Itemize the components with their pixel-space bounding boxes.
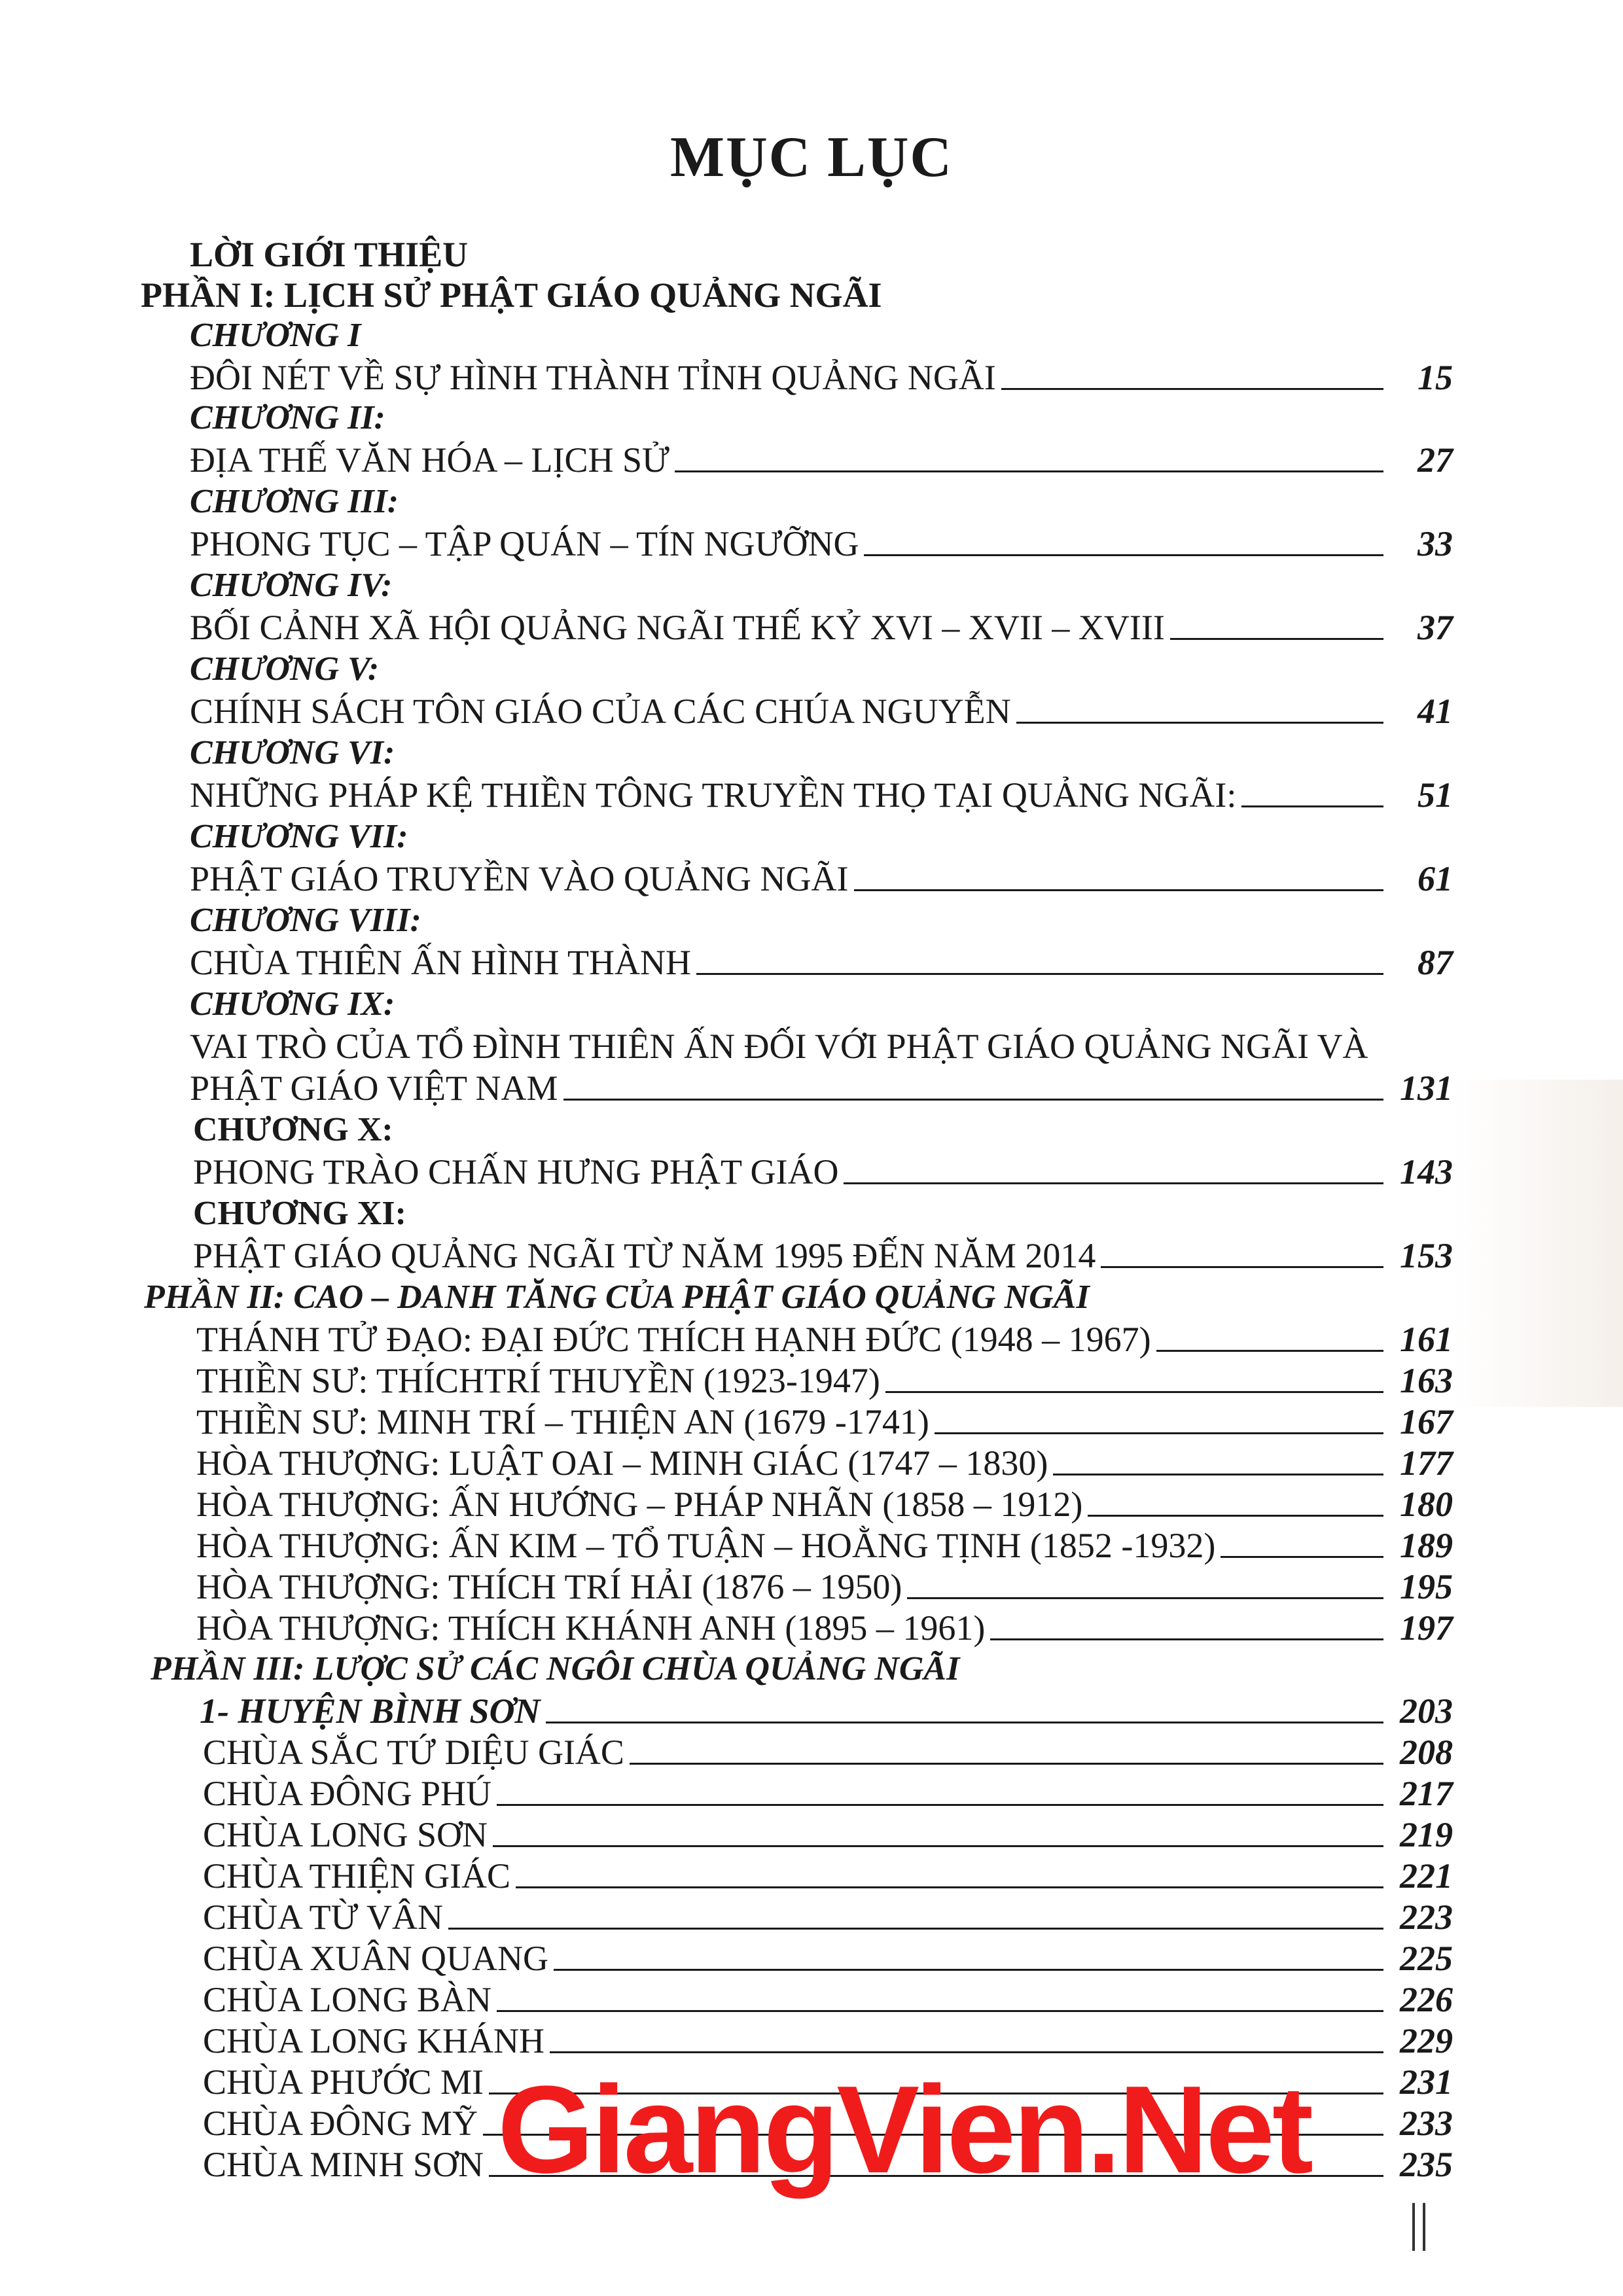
toc-entry bbox=[200, 1691, 1453, 1731]
leader-line bbox=[1001, 388, 1383, 390]
chapter-label: CHƯƠNG VII: bbox=[190, 818, 408, 855]
toc-entry-title: HÒA THƯỢNG: LUẬT OAI – MINH GIÁC (1747 – 1830) bbox=[196, 1443, 1048, 1483]
toc-entry-page: 41 bbox=[1418, 692, 1453, 731]
leader-line bbox=[907, 1597, 1383, 1599]
toc-entry bbox=[196, 1484, 1453, 1525]
toc-entry-title: CHÙA TỪ VÂN bbox=[203, 1898, 443, 1937]
toc-entry-title: CHÙA SẮC TỨ DIỆU GIÁC bbox=[203, 1733, 624, 1772]
leader-line bbox=[497, 1804, 1383, 1806]
leader-line bbox=[844, 1182, 1383, 1184]
toc-entry-title: 1- HUYỆN BÌNH SƠN bbox=[200, 1691, 541, 1731]
toc-entry-page: 233 bbox=[1400, 2104, 1453, 2143]
toc-entry-title: PHONG TỤC – TẬP QUÁN – TÍN NGƯỠNG bbox=[190, 524, 859, 563]
toc-entry-title: CHÙA PHƯỚC MI bbox=[203, 2062, 484, 2102]
leader-line bbox=[935, 1432, 1383, 1434]
leader-line bbox=[497, 2010, 1383, 2012]
toc-entry-page: 223 bbox=[1400, 1898, 1453, 1937]
leader-line bbox=[630, 1763, 1383, 1765]
toc-entry-page: 167 bbox=[1400, 1402, 1453, 1441]
toc-entry bbox=[203, 1732, 1453, 1773]
toc-entry bbox=[196, 1360, 1453, 1401]
toc-entry-title: THIỀN SƯ: MINH TRÍ – THIỆN AN (1679 -1741) bbox=[196, 1402, 929, 1441]
toc-entry-title: CHÙA MINH SƠN bbox=[203, 2145, 484, 2184]
toc-entry bbox=[203, 1938, 1453, 1979]
leader-line bbox=[1053, 1474, 1383, 1475]
toc-entry-title: HÒA THƯỢNG: ẤN KIM – TỔ TUẬN – HOẰNG TỊNH (1852 -1932) bbox=[196, 1526, 1216, 1565]
leader-line bbox=[1221, 1556, 1383, 1558]
chapter-label: CHƯƠNG X: bbox=[193, 1111, 393, 1148]
toc-entry bbox=[190, 775, 1453, 815]
toc-entry bbox=[190, 607, 1453, 648]
chapter-label: CHƯƠNG IX: bbox=[190, 985, 395, 1023]
toc-entry-page: 229 bbox=[1400, 2021, 1453, 2060]
toc-entry-page: 180 bbox=[1400, 1485, 1453, 1524]
toc-entry-title: HÒA THƯỢNG: THÍCH TRÍ HẢI (1876 – 1950) bbox=[196, 1567, 902, 1606]
toc-entry bbox=[190, 942, 1453, 983]
intro-heading: LỜI GIỚI THIỆU bbox=[190, 235, 469, 274]
chapter-label: CHƯƠNG VIII: bbox=[190, 902, 421, 939]
toc-entry-title: CHÙA THIÊN ẤN HÌNH THÀNH bbox=[190, 943, 691, 982]
toc-entry bbox=[196, 1443, 1453, 1483]
toc-entry-title: CHÙA THIỆN GIÁC bbox=[203, 1856, 510, 1896]
toc-entry-page: 177 bbox=[1400, 1443, 1453, 1483]
toc-entry bbox=[193, 1152, 1453, 1192]
toc-entry-title: PHẬT GIÁO TRUYỀN VÀO QUẢNG NGÃI bbox=[190, 859, 849, 898]
toc-entry-title: PHẬT GIÁO VIỆT NAM bbox=[190, 1069, 558, 1108]
toc-entry-title: PHẬT GIÁO QUẢNG NGÃI TỪ NĂM 1995 ĐẾN NĂM 2014 bbox=[193, 1236, 1096, 1275]
chapter-label: CHƯƠNG II: bbox=[190, 399, 385, 436]
chapter-label: CHƯƠNG IV: bbox=[190, 567, 393, 604]
part1-heading: PHẦN I: LỊCH SỬ PHẬT GIÁO QUẢNG NGÃI bbox=[141, 275, 882, 315]
leader-line bbox=[854, 889, 1384, 891]
toc-entry bbox=[203, 1856, 1453, 1896]
toc-entry-title: ĐÔI NÉT VỀ SỰ HÌNH THÀNH TỈNH QUẢNG NGÃI bbox=[190, 358, 996, 397]
page-number-mark: || bbox=[1408, 2194, 1430, 2252]
toc-entry-page: 33 bbox=[1418, 524, 1453, 563]
toc-entry-title: CHÙA ĐÔNG MỸ bbox=[203, 2104, 478, 2143]
leader-line bbox=[1088, 1515, 1383, 1517]
chapter-label: CHƯƠNG V: bbox=[190, 650, 380, 688]
leader-line bbox=[448, 1928, 1383, 1930]
leader-line bbox=[554, 1969, 1383, 1971]
toc-entry-title: PHONG TRÀO CHẤN HƯNG PHẬT GIÁO bbox=[193, 1152, 839, 1192]
toc-entry-title: THIỀN SƯ: THÍCHTRÍ THUYỀN (1923-1947) bbox=[196, 1361, 880, 1400]
scan-shadow bbox=[1453, 1080, 1623, 1407]
toc-entry-page: 131 bbox=[1400, 1069, 1453, 1108]
toc-entry-page: 189 bbox=[1400, 1526, 1453, 1565]
toc-entry bbox=[196, 1319, 1453, 1360]
toc-entry bbox=[190, 1068, 1453, 1108]
toc-entry-page: 195 bbox=[1400, 1567, 1453, 1606]
watermark-logo: GiangVien.Net bbox=[497, 2060, 1311, 2199]
leader-line bbox=[1016, 722, 1383, 724]
toc-entry-title: BỐI CẢNH XÃ HỘI QUẢNG NGÃI THẾ KỶ XVI – XVII – XVIII bbox=[190, 608, 1165, 647]
toc-entry-page: 163 bbox=[1400, 1361, 1453, 1400]
toc-entry-page: 37 bbox=[1418, 608, 1453, 647]
toc-entry-page: 217 bbox=[1400, 1774, 1453, 1813]
toc-entry-page: 235 bbox=[1400, 2145, 1453, 2184]
leader-line bbox=[885, 1391, 1383, 1393]
toc-entry bbox=[196, 1566, 1453, 1607]
toc-entry bbox=[203, 1897, 1453, 1937]
toc-entry-page: 87 bbox=[1418, 943, 1453, 982]
leader-line bbox=[1241, 805, 1383, 807]
toc-entry bbox=[203, 1979, 1453, 2020]
toc-entry-title: CHÙA XUÂN QUANG bbox=[203, 1939, 549, 1978]
chapter-label: CHƯƠNG I bbox=[190, 317, 361, 354]
part3-heading: PHẦN III: LƯỢC SỬ CÁC NGÔI CHÙA QUẢNG NGÃI bbox=[151, 1650, 960, 1687]
chapter-label: CHƯƠNG XI: bbox=[193, 1195, 406, 1232]
toc-entry-page: 143 bbox=[1400, 1152, 1453, 1192]
toc-entry-page: 161 bbox=[1400, 1320, 1453, 1359]
toc-entry-page: 197 bbox=[1400, 1608, 1453, 1648]
toc-entry bbox=[203, 1773, 1453, 1814]
toc-entry-title: CHÙA LONG KHÁNH bbox=[203, 2021, 544, 2060]
part2-heading: PHẦN II: CAO – DANH TĂNG CỦA PHẬT GIÁO QUẢNG NGÃI bbox=[144, 1279, 1090, 1316]
leader-line bbox=[516, 1886, 1383, 1888]
toc-entry bbox=[190, 858, 1453, 899]
toc-entry bbox=[203, 2021, 1453, 2061]
leader-line bbox=[493, 1845, 1383, 1847]
toc-entry bbox=[196, 1608, 1453, 1648]
leader-line bbox=[675, 470, 1383, 472]
leader-line bbox=[864, 554, 1383, 556]
chapter-label: CHƯƠNG III: bbox=[190, 483, 399, 520]
toc-entry-title: CHÙA LONG BÀN bbox=[203, 1980, 492, 2019]
toc-entry-title: HÒA THƯỢNG: ẤN HƯỚNG – PHÁP NHÃN (1858 – 1912) bbox=[196, 1485, 1083, 1524]
toc-entry-title: HÒA THƯỢNG: THÍCH KHÁNH ANH (1895 – 1961) bbox=[196, 1608, 986, 1648]
leader-line bbox=[1170, 638, 1383, 640]
toc-entry-title: ĐỊA THẾ VĂN HÓA – LỊCH SỬ bbox=[190, 440, 669, 480]
toc-entry-page: 51 bbox=[1418, 775, 1453, 815]
leader-line bbox=[990, 1638, 1383, 1640]
page-title: MỤC LỤC bbox=[670, 126, 953, 189]
leader-line bbox=[563, 1099, 1383, 1101]
toc-entry-title: NHỮNG PHÁP KỆ THIỀN TÔNG TRUYỀN THỌ TẠI QUẢNG NGÃI: bbox=[190, 775, 1237, 815]
toc-entry-page: 203 bbox=[1400, 1691, 1453, 1731]
chapter-label: CHƯƠNG VI: bbox=[190, 734, 395, 771]
toc-entry bbox=[196, 1402, 1453, 1442]
toc-entry-title: CHÙA LONG SƠN bbox=[203, 1815, 488, 1854]
leader-line bbox=[1156, 1350, 1383, 1352]
toc-entry-title: CHÙA ĐÔNG PHÚ bbox=[203, 1774, 492, 1813]
toc-entry bbox=[193, 1235, 1453, 1276]
toc-entry bbox=[196, 1525, 1453, 1566]
toc-entry-page: 27 bbox=[1418, 440, 1453, 480]
leader-line bbox=[546, 1722, 1383, 1723]
toc-entry bbox=[190, 440, 1453, 480]
toc-entry-page: 226 bbox=[1400, 1980, 1453, 2019]
leader-line bbox=[696, 973, 1383, 975]
toc-entry-title: CHÍNH SÁCH TÔN GIÁO CỦA CÁC CHÚA NGUYỄN bbox=[190, 692, 1011, 731]
leader-line bbox=[550, 2051, 1383, 2053]
toc-entry-page: 15 bbox=[1418, 358, 1453, 397]
toc-entry-page: 153 bbox=[1400, 1236, 1453, 1275]
leader-line bbox=[1101, 1266, 1383, 1268]
toc-entry-page: 61 bbox=[1418, 859, 1453, 898]
toc-entry-title: THÁNH TỬ ĐẠO: ĐẠI ĐỨC THÍCH HẠNH ĐỨC (1948 – 1967) bbox=[196, 1320, 1151, 1359]
toc-entry bbox=[203, 1814, 1453, 1855]
toc-entry bbox=[190, 357, 1453, 398]
toc-entry-page: 208 bbox=[1400, 1733, 1453, 1772]
toc-entry bbox=[190, 691, 1453, 732]
toc-entry-page: 225 bbox=[1400, 1939, 1453, 1978]
toc-entry-title-line1: VAI TRÒ CỦA TỔ ĐÌNH THIÊN ẤN ĐỐI VỚI PHẬT GIÁO QUẢNG NGÃI VÀ bbox=[190, 1027, 1368, 1066]
toc-entry bbox=[190, 523, 1453, 564]
toc-entry-page: 221 bbox=[1400, 1856, 1453, 1896]
toc-entry-page: 219 bbox=[1400, 1815, 1453, 1854]
toc-entry-page: 231 bbox=[1400, 2062, 1453, 2102]
